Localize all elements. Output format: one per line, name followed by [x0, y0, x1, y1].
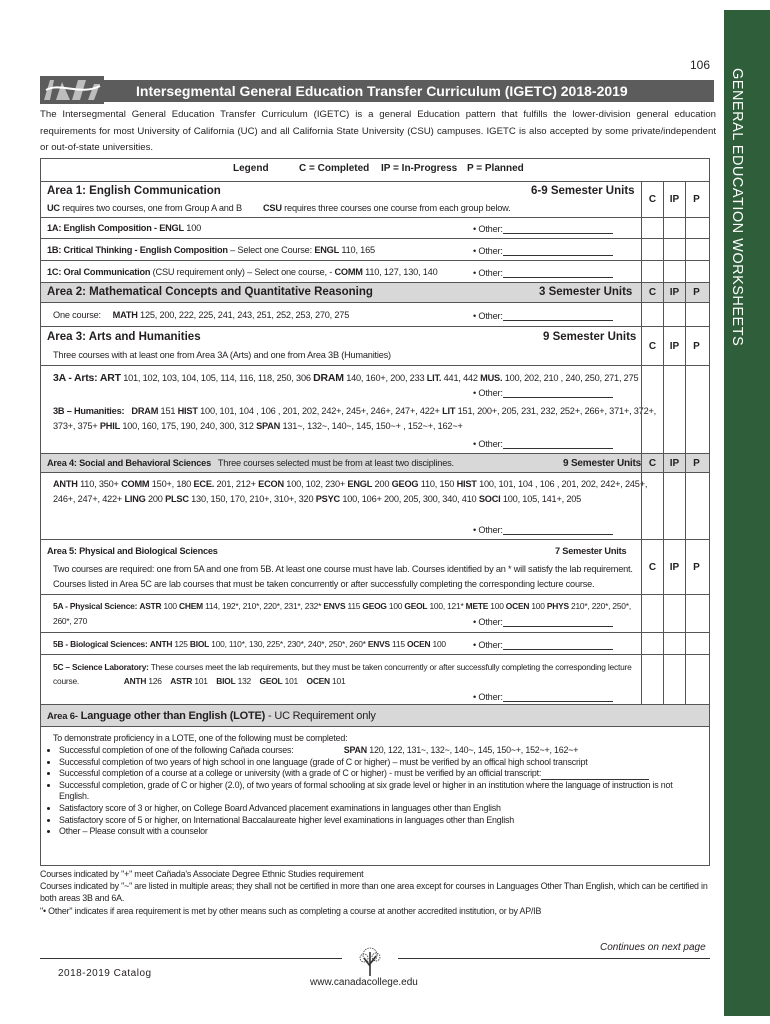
- checkbox-ip[interactable]: [663, 473, 685, 539]
- other-field[interactable]: • Other:: [473, 692, 613, 702]
- col-c: C: [641, 327, 663, 365]
- checkbox-ip[interactable]: [663, 303, 685, 326]
- area4-title: Area 4: Social and Behavioral Sciences Three courses selected must be from at least two disciplines.: [47, 458, 454, 468]
- col-c: C: [641, 454, 663, 472]
- checkbox-ip[interactable]: [663, 633, 685, 654]
- footnote: Courses indicated by "~" are listed in multiple areas; they shall not be certified in more than one area except for courses in Languages Other Than English, which can be certified in both areas 3B and 6A.: [40, 881, 708, 904]
- legend-completed: C = Completed: [299, 163, 370, 174]
- checkbox-p[interactable]: [685, 473, 707, 539]
- col-p: P: [685, 327, 707, 365]
- area5c-row: [41, 654, 709, 704]
- list-item: • Satisfactory score of 3 or higher, on College Board Advanced placement examinations in languages other than English: [59, 803, 697, 815]
- list-item: • Other – Please consult with a counselor: [59, 826, 697, 838]
- other-field[interactable]: • Other:: [473, 640, 613, 650]
- col-ip: IP: [663, 283, 685, 302]
- checkbox-p[interactable]: [685, 655, 707, 704]
- checkbox-c[interactable]: [641, 633, 663, 654]
- area6-header: [41, 704, 709, 726]
- area2-course: One course: MATH 125, 200, 222, 225, 241, 243, 251, 252, 253, 270, 275: [53, 310, 350, 320]
- list-item: • Successful completion of two years of high school in one language (grade of C or higher) – must be verified by an offical high school transcript: [59, 757, 697, 769]
- area2-header: [41, 282, 709, 302]
- area4-courses: [41, 472, 709, 539]
- area1-csu-note: CSU requires three courses one course from each group below.: [263, 203, 511, 213]
- footnote: "• Other" indicates if area requirement is met by other means such as completing a course at another accredited institution, or by AP/IB: [40, 905, 542, 916]
- other-field[interactable]: • Other:: [473, 525, 613, 535]
- side-tab-label: GENERAL EDUCATION WORKSHEETS: [729, 68, 745, 347]
- col-p: P: [685, 540, 707, 594]
- other-field[interactable]: • Other:: [473, 311, 613, 321]
- area2-title: Area 2: Mathematical Concepts and Quantitative Reasoning: [47, 286, 373, 298]
- area5-note1: Two courses are required: one from 5A and one from 5B. At least one course must have lab. Courses identified by an * will satisfy the lab requirement.: [53, 564, 633, 574]
- area5c-courses: course. ANTH 126 ASTR 101 BIOL 132 GEOL 101 OCEN 101: [53, 676, 346, 686]
- area3b-humanities: 3B – Humanities: DRAM 151 HIST 100, 101, 104 , 106 , 201, 202, 242+, 245+, 246+, 247+, 422+ LIT 151, 200+, 205, 231, 232, 252+, 266+, 371+, 372+,: [53, 406, 657, 416]
- col-c: C: [641, 283, 663, 302]
- area1-uc-note: UC requires two courses, one from Group A and B: [47, 203, 242, 213]
- footer-rule-left: [40, 958, 342, 959]
- area3b-humanities-cont: 373+, 375+ PHIL 100, 160, 175, 190, 240, 300, 312 SPAN 131~, 132~, 140~, 145, 150~+ , 152~+, 162~+: [53, 421, 463, 431]
- footer-rule-right: [398, 958, 710, 959]
- list-item: • Successful completion of one of the following Cañada courses: SPAN 120, 122, 131~, 132~, 140~, 145, 150~+, 152~+, 162~+: [59, 745, 697, 757]
- checkbox-p[interactable]: [685, 261, 707, 282]
- checkbox-p[interactable]: [685, 303, 707, 326]
- checkbox-p[interactable]: [685, 633, 707, 654]
- area1-units: 6-9 Semester Units: [531, 185, 635, 197]
- area5b-line: 5B - Biological Sciences: ANTH 125 BIOL 100, 110*, 130, 225*, 230*, 240*, 250*, 260* ENVS 115 OCEN 100: [53, 639, 446, 649]
- area5-units: 7 Semester Units: [555, 546, 627, 556]
- area1b-course: 1B: Critical Thinking - English Composition – Select one Course: ENGL 110, 165: [47, 245, 375, 255]
- area5-title: Area 5: Physical and Biological Sciences: [47, 546, 218, 556]
- col-ip: IP: [663, 182, 685, 217]
- area6-title: Area 6- Language other than English (LOTE) - UC Requirement only: [47, 710, 376, 722]
- checkbox-c[interactable]: [641, 218, 663, 238]
- intro-paragraph: The Intersegmental General Education Transfer Curriculum (IGETC) is a general Education pattern that fulfills the lower-division general education requirements for most University of California (UC) and all California State University (CSU) campuses. IGETC is also accepted by some private/independent or out-of-state universities.: [40, 109, 716, 153]
- website-link[interactable]: www.canadacollege.edu: [310, 977, 418, 988]
- checkbox-p[interactable]: [685, 239, 707, 260]
- area4-line2: 246+, 247+, 422+ LING 200 PLSC 130, 150, 170, 210+, 310+, 320 PSYC 100, 106+ 200, 205, 300, 340, 410 SOCI 100, 105, 141+, 205: [53, 494, 582, 504]
- checkbox-c[interactable]: [641, 239, 663, 260]
- area5b-row: [41, 632, 709, 654]
- area1-header: [41, 181, 709, 217]
- list-item: • Satisfactory score of 5 or higher, on International Baccalaureate higher level examinations in languages other than English: [59, 815, 697, 827]
- area5c-text: 5C – Science Laboratory: These courses meet the lab requirements, but they must be taken concurrently or after successfully completing the corresponding lecture: [53, 662, 632, 672]
- area6-intro: To demonstrate proficiency in a LOTE, one of the following must be completed:: [53, 733, 348, 743]
- legend-row: [41, 159, 709, 181]
- area2-units: 3 Semester Units: [539, 286, 633, 298]
- checkbox-ip[interactable]: [663, 239, 685, 260]
- area2-row: [41, 302, 709, 326]
- area1-title: Area 1: English Communication: [47, 185, 221, 197]
- side-tab: [724, 10, 770, 1016]
- footnotes: [40, 868, 716, 917]
- checkbox-c[interactable]: [641, 366, 663, 453]
- other-field[interactable]: • Other:: [473, 617, 613, 627]
- igetc-worksheet: [40, 158, 710, 866]
- area5a-row: [41, 594, 709, 632]
- col-c: C: [641, 182, 663, 217]
- footnote: Courses indicated by "+" meet Cañada's Associate Degree Ethnic Studies requirement: [40, 869, 364, 879]
- college-logo-icon: [40, 76, 104, 104]
- area5-note2: Courses listed in Area 5C are lab courses that must be taken concurrently or after successfully completing the corresponding lecture course.: [53, 579, 595, 589]
- checkbox-ip[interactable]: [663, 655, 685, 704]
- page-title: Intersegmental General Education Transfer Curriculum (IGETC) 2018-2019: [136, 83, 628, 99]
- title-bar: [40, 80, 714, 102]
- continues-note: Continues on next page: [600, 942, 706, 953]
- other-field[interactable]: • Other:: [473, 439, 613, 449]
- legend-label: Legend: [233, 163, 269, 174]
- col-p: P: [685, 182, 707, 217]
- area1c-course: 1C: Oral Communication (CSU requirement only) – Select one course, - COMM 110, 127, 130, 140: [47, 267, 438, 277]
- checkbox-c[interactable]: [641, 473, 663, 539]
- col-ip: IP: [663, 327, 685, 365]
- area5a-line1: 5A - Physical Science: ASTR 100 CHEM 114, 192*, 210*, 220*, 231*, 232* ENVS 115 GEOG 100 GEOL 100, 121* METE 100 OCEN 100 PHYS 210*, 220*, 250*,: [53, 601, 631, 611]
- checkbox-c[interactable]: [641, 655, 663, 704]
- area4-line1: ANTH 110, 350+ COMM 150+, 180 ECE. 201, 212+ ECON 100, 102, 230+ ENGL 200 GEOG 110, 150 HIST 100, 101, 104 , 106 , 201, 202, 242+, 245+,: [53, 479, 648, 489]
- list-item: • Successful completion of a course at a college or university (with a grade of C or higher) - must be verified by an official transcript:: [59, 768, 697, 780]
- area1a-row: [41, 217, 709, 238]
- col-c: C: [641, 540, 663, 594]
- area6-body: [41, 726, 709, 866]
- checkbox-ip[interactable]: [663, 218, 685, 238]
- checkbox-p[interactable]: [685, 595, 707, 632]
- other-field[interactable]: • Other:: [473, 246, 613, 256]
- area3-note: Three courses with at least one from Area 3A (Arts) and one from Area 3B (Humanities): [53, 350, 391, 360]
- tree-logo-icon: [356, 946, 384, 978]
- area5a-line2: 260*, 270: [53, 616, 88, 626]
- checkbox-ip[interactable]: [663, 366, 685, 453]
- area1b-row: [41, 238, 709, 260]
- area3-header: [41, 326, 709, 365]
- col-p: P: [685, 454, 707, 472]
- checkbox-p[interactable]: [685, 366, 707, 453]
- area6-list: [49, 745, 697, 838]
- area3-units: 9 Semester Units: [543, 331, 637, 343]
- area3-title: Area 3: Arts and Humanities: [47, 331, 201, 343]
- list-item: • Successful completion, grade of C or higher (2.0), of two years of formal schooling at six grade level or higher in an institution where the language of instruction is not English.: [59, 780, 697, 803]
- other-field[interactable]: • Other:: [473, 268, 613, 278]
- area4-header: [41, 453, 709, 472]
- other-field[interactable]: • Other:: [473, 224, 613, 234]
- checkbox-c[interactable]: [641, 261, 663, 282]
- col-p: P: [685, 283, 707, 302]
- checkbox-c[interactable]: [641, 303, 663, 326]
- area1c-row: [41, 260, 709, 282]
- col-ip: IP: [663, 540, 685, 594]
- checkbox-c[interactable]: [641, 595, 663, 632]
- area1a-course: 1A: English Composition - ENGL 100: [47, 223, 202, 233]
- area3-courses: [41, 365, 709, 453]
- legend-planned: P = Planned: [467, 163, 524, 174]
- area3a-arts: 3A - Arts: ART 101, 102, 103, 104, 105, 114, 116, 118, 250, 306 DRAM 140, 160+, 200, 233 LIT. 441, 442 MUS. 100, 202, 210 , 240, 250, 271, 275: [53, 372, 639, 384]
- area4-units: 9 Semester Units: [563, 458, 641, 469]
- col-ip: IP: [663, 454, 685, 472]
- area5-header: [41, 539, 709, 594]
- other-field[interactable]: • Other:: [473, 388, 613, 398]
- checkbox-p[interactable]: [685, 218, 707, 238]
- page-number: 106: [690, 58, 711, 72]
- catalog-label: 2018-2019 Catalog: [58, 968, 152, 979]
- checkbox-ip[interactable]: [663, 595, 685, 632]
- checkbox-ip[interactable]: [663, 261, 685, 282]
- legend-in-progress: IP = In-Progress: [381, 163, 458, 174]
